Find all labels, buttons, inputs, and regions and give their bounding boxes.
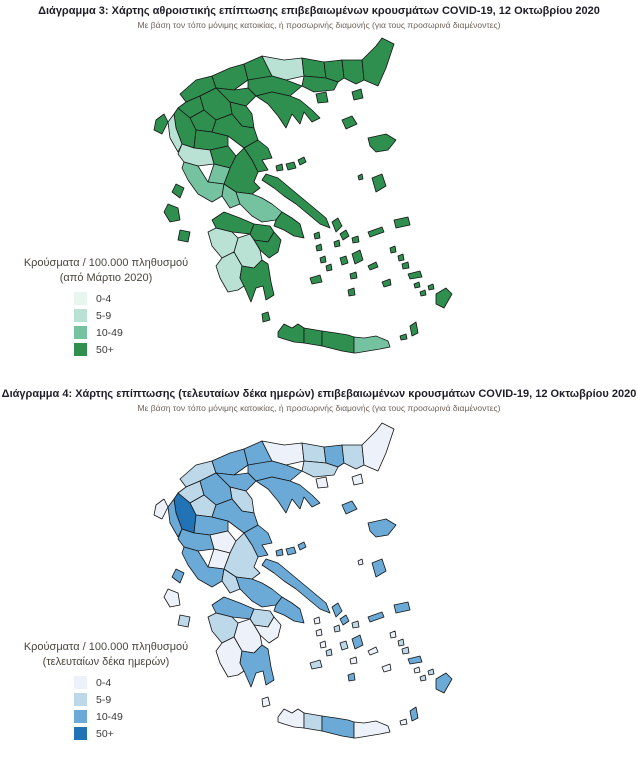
region-zakynthos xyxy=(178,615,190,627)
region-paros xyxy=(340,256,348,265)
region-kalymnos xyxy=(402,262,409,269)
region-syros xyxy=(334,240,340,247)
legend-class-label: 0-4 xyxy=(96,292,112,305)
region-symi xyxy=(428,669,434,675)
region-amorgos xyxy=(368,647,378,655)
region-nisyros xyxy=(414,667,420,673)
region-drama xyxy=(302,58,326,78)
legend-class-label: 5-9 xyxy=(96,693,112,706)
region-rodopi xyxy=(342,445,364,469)
figure3-title: Διάγραμμα 3: Χάρτης αθροιστικής επίπτωσης επιβεβαιωμένων κρουσμάτων COVID-19, 12 Οκτωβρίου 2020 xyxy=(38,5,600,17)
legend-last-ten-days xyxy=(8,640,204,742)
legend-row xyxy=(8,725,204,742)
region-chania xyxy=(278,324,304,343)
region-ikaria xyxy=(368,612,384,622)
legend-row xyxy=(8,307,204,324)
region-kythira xyxy=(262,697,270,707)
region-skopelos xyxy=(286,547,296,555)
region-serifos xyxy=(320,641,326,648)
region-lasithi xyxy=(354,721,390,738)
region-chios xyxy=(372,559,386,577)
legend-row xyxy=(8,691,204,708)
region-leros xyxy=(398,639,404,646)
region-pella xyxy=(212,64,248,90)
region-symi xyxy=(428,284,434,290)
legend-row xyxy=(8,341,204,358)
region-boeotia xyxy=(236,192,282,222)
figure4-subtitle: Με βάση τον τόπο μόνιμης κατοικίας, ή προσωρινής διαμονής (για τους προσωρινά διαμένοντες) xyxy=(137,403,501,413)
region-andros xyxy=(332,218,342,232)
region-evros xyxy=(362,423,394,471)
figure4-title: Διάγραμμα 4: Χάρτης επίπτωσης (τελευταίων δέκα ημερών) επιβεβαιωμένων κρουσμάτων COVID-19, 12 Οκτωβρίου 2020 xyxy=(1,388,637,400)
region-kythnos xyxy=(316,244,322,251)
region-samothrace xyxy=(352,474,363,485)
legend-row xyxy=(8,324,204,341)
region-pella xyxy=(212,449,248,475)
region-sifnos xyxy=(326,264,332,271)
legend-swatch-10-49 xyxy=(74,710,87,723)
region-andros xyxy=(332,603,342,617)
legend-class-label: 50+ xyxy=(96,343,114,356)
region-tilos xyxy=(420,675,426,681)
region-milos xyxy=(310,660,322,669)
region-evros xyxy=(362,38,394,86)
region-zakynthos xyxy=(178,230,190,242)
region-lefkada xyxy=(172,569,184,583)
region-patmos xyxy=(390,246,396,253)
region-kythira xyxy=(262,312,270,322)
region-laconia xyxy=(240,645,274,687)
region-lesbos xyxy=(368,519,396,537)
legend-swatch-10-49 xyxy=(74,326,87,339)
region-chios xyxy=(372,174,386,192)
legend-swatch-5-9 xyxy=(74,693,87,706)
region-mykonos xyxy=(352,621,359,628)
legend-row xyxy=(8,708,204,725)
region-heraklion xyxy=(322,716,354,738)
region-rhodes xyxy=(436,673,452,693)
figure3-subtitle: Με βάση τον τόπο μόνιμης κατοικίας, ή προσωρινής διαμονής (για τους προσωρινά διαμένοντες) xyxy=(137,20,501,30)
region-ikaria xyxy=(368,227,384,237)
region-chalkidiki xyxy=(256,477,320,513)
region-lefkada xyxy=(172,184,184,198)
region-leros xyxy=(398,254,404,261)
legend-title-line1: Κρούσματα / 100.000 πληθυσμού xyxy=(23,641,189,653)
region-sifnos xyxy=(326,649,332,656)
region-alonnisos xyxy=(298,157,306,165)
region-tilos xyxy=(420,290,426,296)
legend-class-label: 10-49 xyxy=(96,710,123,723)
region-samos xyxy=(394,217,410,228)
region-laconia xyxy=(240,260,274,302)
region-kythnos xyxy=(316,629,322,636)
region-chalkidiki xyxy=(256,92,320,128)
legend-title-line2: (από Μάρτιο 2020) xyxy=(59,272,153,284)
region-drama xyxy=(302,443,326,463)
region-kea xyxy=(314,617,320,624)
region-kalymnos xyxy=(402,647,409,654)
region-milos xyxy=(310,275,322,284)
legend-swatch-0-4 xyxy=(74,292,87,305)
region-nisyros xyxy=(414,282,420,288)
region-skiathos xyxy=(276,549,283,556)
region-boeotia xyxy=(236,577,282,607)
region-corfu xyxy=(154,499,168,519)
legend-row xyxy=(8,674,204,691)
legend-class-label: 0-4 xyxy=(96,676,112,689)
region-santorini xyxy=(348,288,355,296)
region-rodopi xyxy=(342,60,364,84)
region-kefalonia xyxy=(164,589,180,607)
region-paros xyxy=(340,641,348,650)
region-ios xyxy=(350,657,357,664)
region-skopelos xyxy=(286,162,296,170)
region-syros xyxy=(334,625,340,632)
region-naxos xyxy=(352,250,363,264)
region-mykonos xyxy=(352,236,359,243)
legend-title-line1: Κρούσματα / 100.000 πληθυσμού xyxy=(23,257,189,269)
region-samothrace xyxy=(352,89,363,100)
region-karpathos xyxy=(410,322,418,336)
region-lasithi xyxy=(354,336,390,353)
region-santorini xyxy=(348,673,355,681)
region-kasos xyxy=(400,719,407,725)
legend-swatch-5-9 xyxy=(74,309,87,322)
legend-class-label: 50+ xyxy=(96,727,114,740)
region-ios xyxy=(350,272,357,279)
region-thasos xyxy=(316,92,328,103)
region-psara xyxy=(358,174,363,180)
region-astypalea xyxy=(382,664,391,672)
region-karpathos xyxy=(410,707,418,721)
region-heraklion xyxy=(322,331,354,353)
region-tinos xyxy=(340,615,349,625)
region-kos xyxy=(408,656,422,664)
region-patmos xyxy=(390,631,396,638)
region-limnos xyxy=(342,501,357,514)
region-serifos xyxy=(320,256,326,263)
legend-swatch-0-4 xyxy=(74,676,87,689)
region-naxos xyxy=(352,635,363,649)
region-kasos xyxy=(400,334,407,340)
region-astypalea xyxy=(382,279,391,287)
region-limnos xyxy=(342,116,357,129)
region-kos xyxy=(408,271,422,279)
region-amorgos xyxy=(368,262,378,270)
region-rhodes xyxy=(436,288,452,308)
region-psara xyxy=(358,559,363,565)
region-kea xyxy=(314,232,320,239)
region-lesbos xyxy=(368,134,396,152)
region-chania xyxy=(278,709,304,728)
legend-cumulative xyxy=(8,256,204,358)
region-corfu xyxy=(154,114,168,134)
legend-class-label: 5-9 xyxy=(96,309,112,322)
region-thasos xyxy=(316,477,328,488)
region-skiathos xyxy=(276,164,283,171)
legend-swatch-50plus xyxy=(74,727,87,740)
legend-class-label: 10-49 xyxy=(96,326,123,339)
legend-title-line2: (τελευταίων δέκα ημερών) xyxy=(42,656,170,668)
legend-swatch-50plus xyxy=(74,343,87,356)
region-kefalonia xyxy=(164,204,180,222)
region-rethymno xyxy=(304,713,322,731)
region-rethymno xyxy=(304,328,322,346)
region-samos xyxy=(394,602,410,613)
region-alonnisos xyxy=(298,542,306,550)
region-tinos xyxy=(340,230,349,240)
legend-row xyxy=(8,290,204,307)
